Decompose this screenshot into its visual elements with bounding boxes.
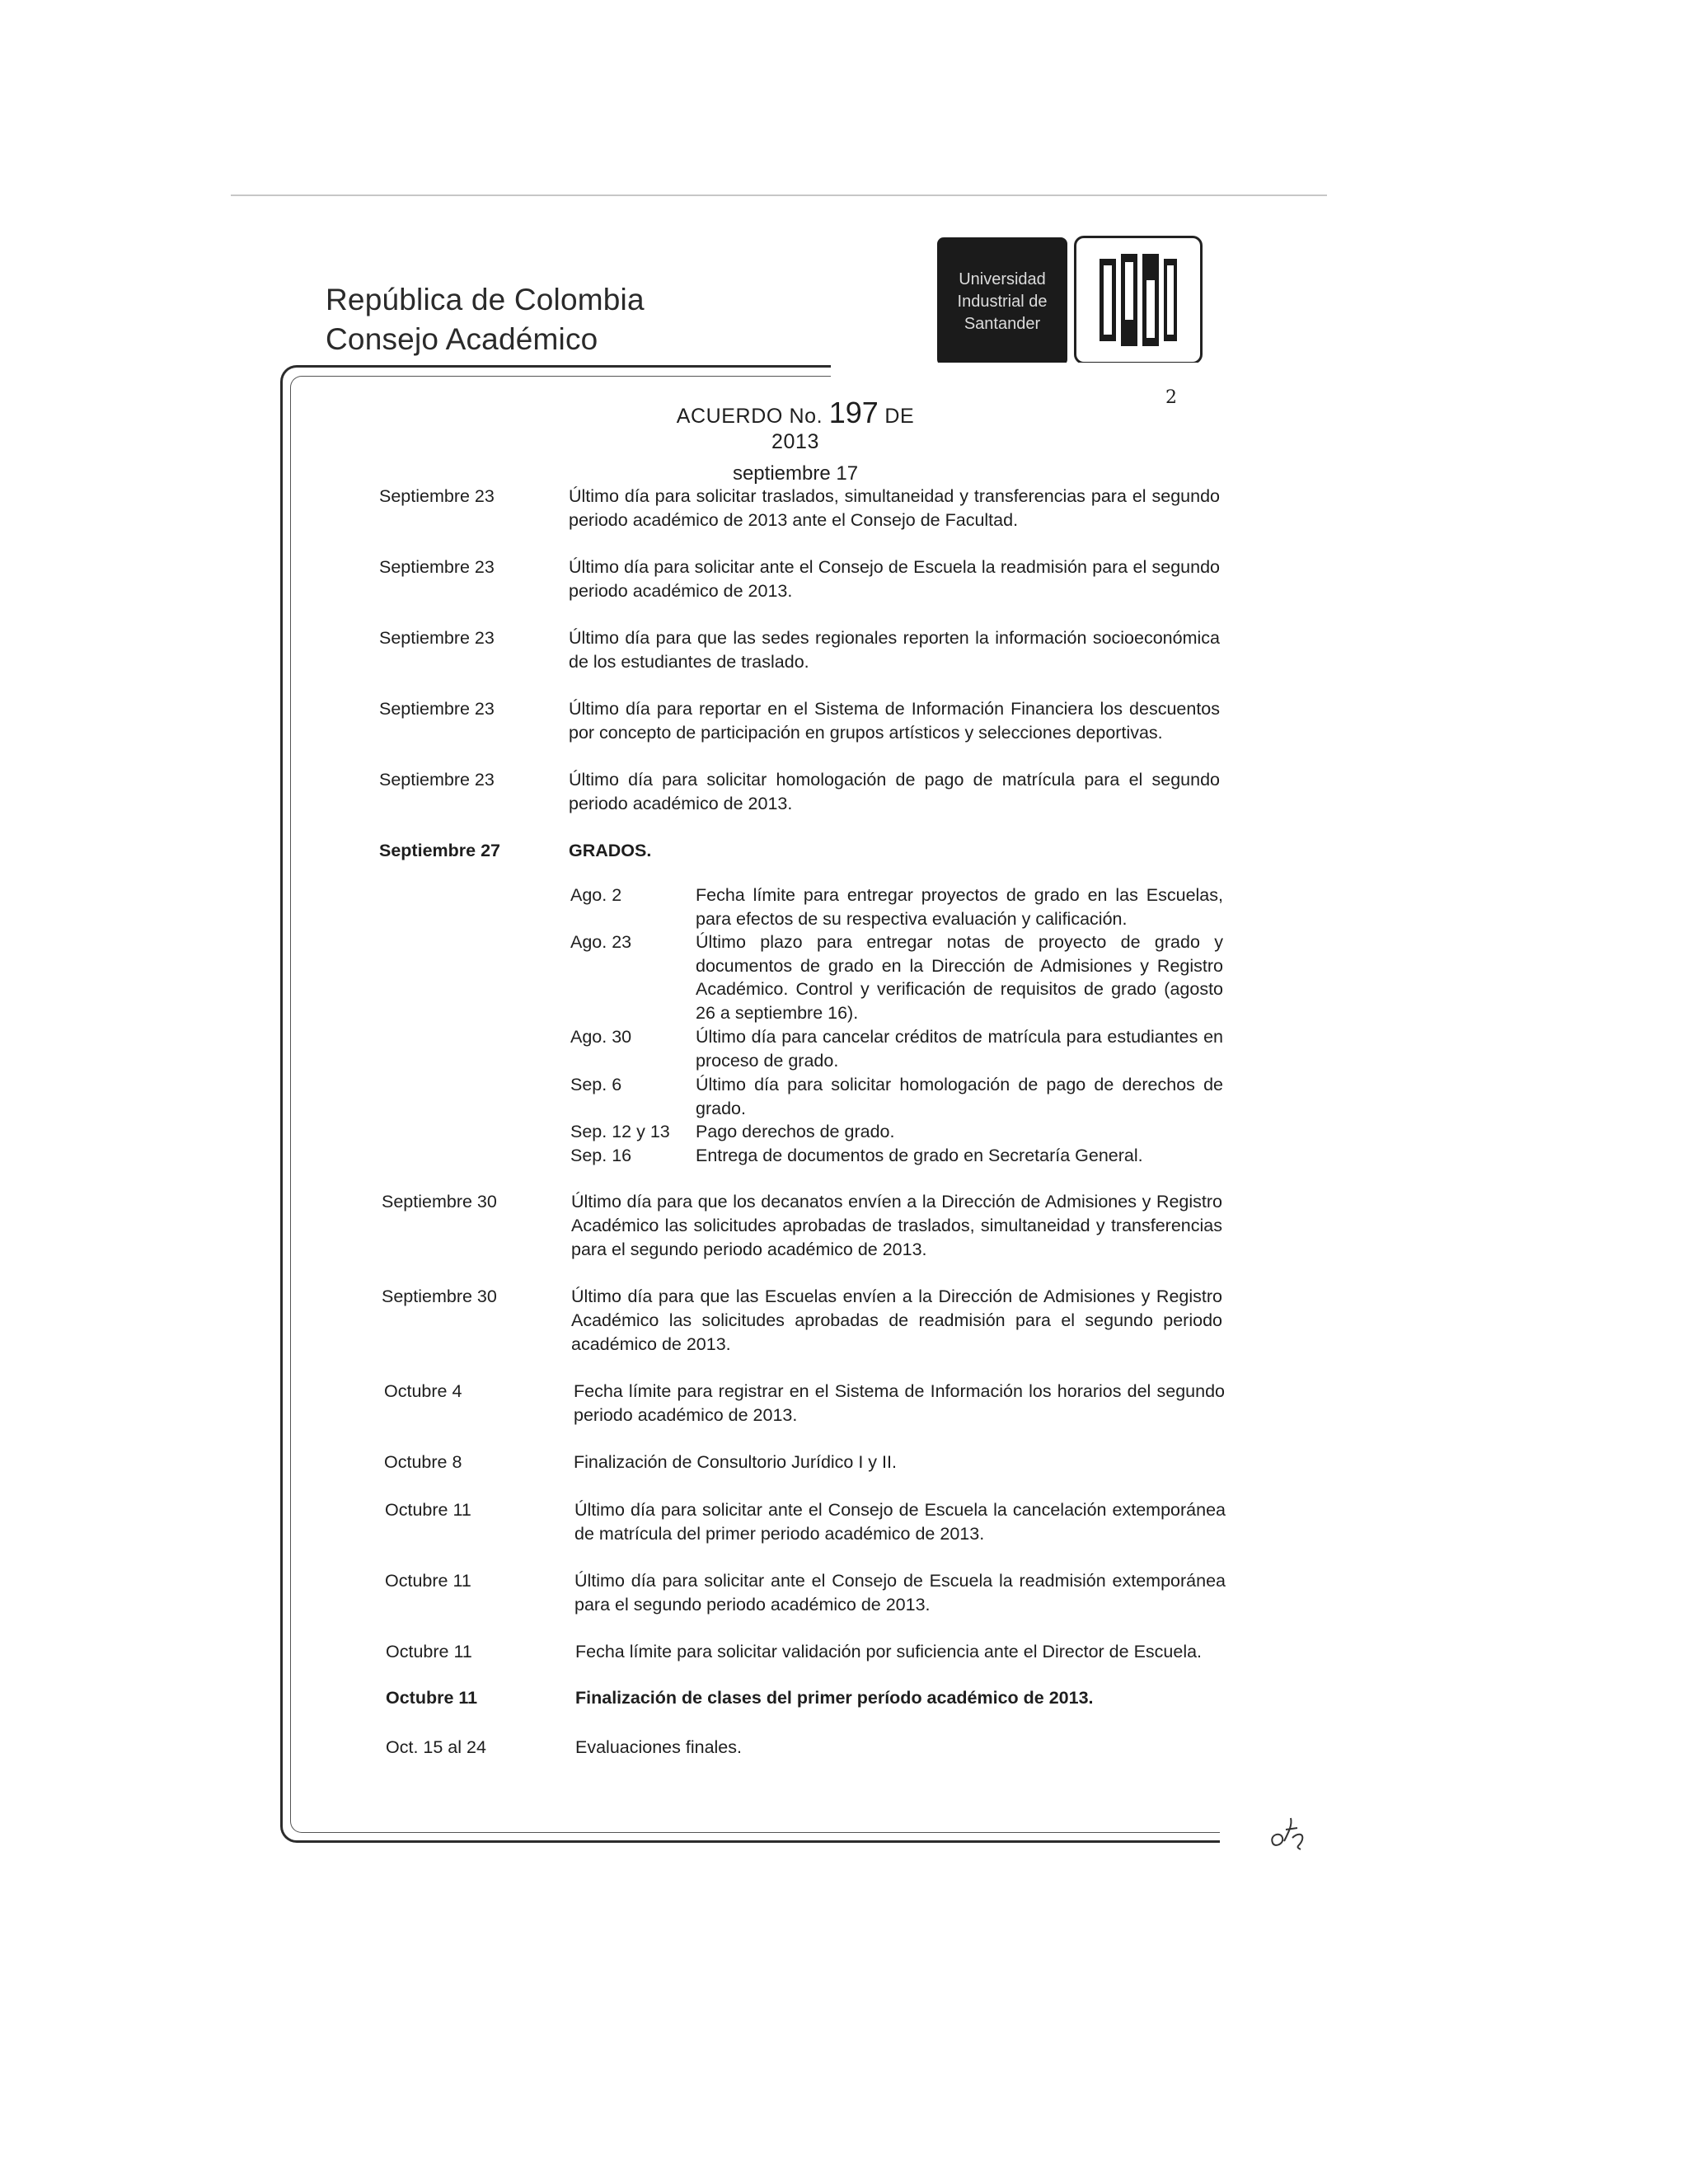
frame-gap — [831, 363, 1226, 379]
entry-text: Último día para solicitar homologación de pago de matrícula para el segundo periodo académico de 2013. — [569, 770, 1220, 813]
logo-line-1: Universidad — [959, 269, 1046, 288]
grados-item-date: Sep. 12 y 13 — [570, 1122, 670, 1141]
entry-date: Septiembre 30 — [382, 1286, 497, 1306]
header-republic: República de Colombia — [326, 283, 645, 316]
entry-text: Último día para reportar en el Sistema de Información Financiera los descuentos por concepto de participación en grupos artísticos y selecciones deportivas. — [569, 699, 1220, 743]
initials-signature-icon — [1268, 1813, 1309, 1855]
top-divider — [231, 194, 1327, 196]
entry-text: Fecha límite para registrar en el Sistema de Información los horarios del segundo periodo académico de 2013. — [574, 1381, 1225, 1425]
entry-text: Finalización de clases del primer período académico de 2013. — [575, 1688, 1094, 1708]
entry-text: Último día para solicitar ante el Consejo de Escuela la cancelación extemporánea de matrícula del primer periodo académico de 2013. — [574, 1500, 1226, 1544]
entry-date: Septiembre 30 — [382, 1192, 497, 1212]
entry-date: Septiembre 23 — [379, 557, 495, 577]
entry-text: Fecha límite para solicitar validación por suficiencia ante el Director de Escuela. — [575, 1642, 1203, 1661]
entry-text: Evaluaciones finales. — [575, 1737, 742, 1757]
grados-item-date: Sep. 6 — [570, 1075, 622, 1094]
grados-item-text: Último plazo para entregar notas de proyecto de grado y documentos de grado en la Dirección de Admisiones y Registro Académico. Control y verificación de requisitos de grado (agosto 26 a septiembre 16). — [696, 932, 1223, 1023]
entry-text: Último día para que las Escuelas envíen a la Dirección de Admisiones y Registro Académico las solicitudes aprobadas de readmisión para el segundo periodo académico de 2013. — [571, 1286, 1222, 1354]
entry-date: Octubre 11 — [386, 1688, 478, 1708]
entry-date: Septiembre 23 — [379, 486, 495, 506]
uis-emblem-icon — [1074, 236, 1203, 364]
grados-date: Septiembre 27 — [379, 841, 500, 860]
entry-text: Último día para que los decanatos envíen a la Dirección de Admisiones y Registro Académico las solicitudes aprobadas de traslados, simultaneidad y transferencias para el segundo periodo académico de 2013. — [571, 1192, 1222, 1259]
grados-item-text: Entrega de documentos de grado en Secretaría General. — [696, 1146, 1143, 1165]
entry-date: Oct. 15 al 24 — [386, 1737, 486, 1757]
grados-item-text: Fecha límite para entregar proyectos de grado en las Escuelas, para efectos de su respectiva evaluación y calificación. — [696, 885, 1223, 929]
grados-item-date: Ago. 2 — [570, 885, 622, 905]
document-header — [326, 280, 645, 359]
agreement-date: septiembre 17 — [732, 462, 859, 485]
entry-date: Octubre 11 — [386, 1642, 472, 1661]
grados-item-text: Último día para solicitar homologación de pago de derechos de grado. — [696, 1075, 1223, 1118]
agreement-year: DE 2013 — [771, 405, 915, 453]
logo-line-2: Industrial de — [957, 292, 1048, 311]
entry-text: Finalización de Consultorio Jurídico I y II. — [574, 1452, 897, 1472]
grados-item-date: Sep. 16 — [570, 1146, 632, 1165]
entry-date: Octubre 11 — [385, 1500, 471, 1520]
agreement-prefix: ACUERDO No. — [676, 405, 823, 428]
entry-text: Último día para solicitar ante el Consejo de Escuela la readmisión para el segundo periodo académico de 2013. — [569, 557, 1220, 601]
agreement-number: 197 — [828, 396, 879, 429]
entry-text: Último día para solicitar ante el Consejo de Escuela la readmisión extemporánea para el segundo periodo académico de 2013. — [574, 1571, 1226, 1615]
entry-date: Octubre 11 — [385, 1571, 471, 1591]
entry-date: Octubre 4 — [384, 1381, 462, 1401]
grados-item-date: Ago. 30 — [570, 1027, 632, 1047]
page-number: 2 — [1165, 387, 1177, 408]
entry-date: Septiembre 23 — [379, 628, 495, 648]
entry-text: Último día para que las sedes regionales reporten la información socioeconómica de los estudiantes de traslado. — [569, 628, 1220, 672]
grados-item-text: Pago derechos de grado. — [696, 1122, 895, 1141]
header-council: Consejo Académico — [326, 322, 598, 356]
agreement-title — [659, 396, 931, 485]
entry-date: Septiembre 23 — [379, 770, 495, 790]
entry-date: Septiembre 23 — [379, 699, 495, 719]
entry-date: Octubre 8 — [384, 1452, 462, 1472]
grados-item-date: Ago. 23 — [570, 932, 632, 952]
grados-heading: GRADOS. — [569, 841, 652, 860]
agreement-number-line — [659, 396, 931, 454]
entry-text: Último día para solicitar traslados, simultaneidad y transferencias para el segundo periodo académico de 2013 ante el Consejo de Facultad. — [569, 486, 1220, 530]
university-logo-text — [937, 237, 1067, 366]
logo-line-3: Santander — [964, 314, 1041, 333]
grados-item-text: Último día para cancelar créditos de matrícula para estudiantes en proceso de grado. — [696, 1027, 1223, 1071]
